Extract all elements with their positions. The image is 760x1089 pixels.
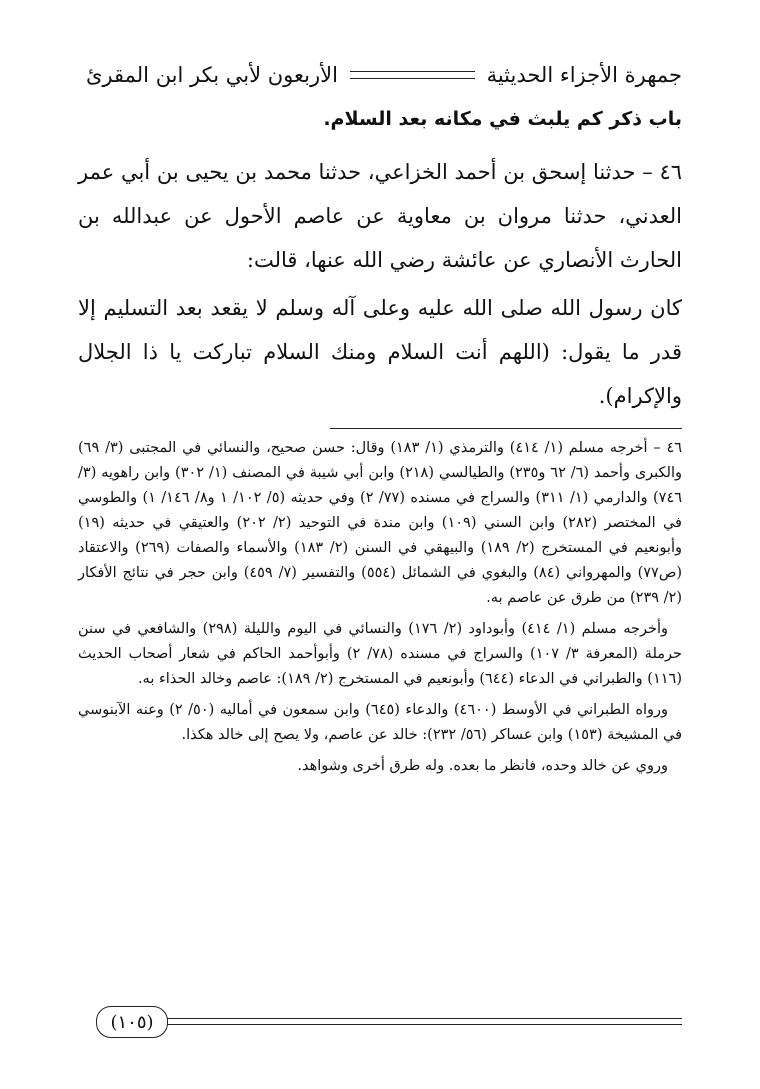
part-title: الأربعون لأبي بكر ابن المقرئ (86, 63, 338, 87)
footnote-paragraph: ٤٦ – أخرجه مسلم (١/ ٤١٤) والترمذي (١/ ١٨٣) وقال: حسن صحيح، والنسائي في المجتبى (٣/ ٦٩) والكبرى وأحمد (٦/ ٦٢ و٢٣٥) والطيالسي (٢١٨) وابن أبي شيبة في المصنف (١/ ٣٠٢) وابن راهويه (٣/ ٧٤٦) والدارمي (١/ ٣١١) والسراج في مسنده (٧٧/ ٢) وفي حديثه (٥/ ١٠٢/ ١ و٨/ ١٤٦/ ١) والطوسي في المختصر (٢٨٢) وابن السني (١٠٩) وابن مندة في التوحيد (٢/ ٢٠٢) والعتيقي في حديثه (١٩) وأبونعيم في المستخرج (٢/ ١٨٩) والبيهقي في السنن (٢/ ١٨٣) والأسماء والصفات (٢٦٩) والاعتقاد (ص٧٧) والمهرواني (٨٤) والبغوي في الشمائل (٥٥٤) والتفسير (٧/ ٤٥٩) وابن حجر في نتائج الأفكار (٢/ ٢٣٩) من طرق عن عاصم به. (78, 440, 683, 606)
chapter-title: باب ذكر كم يلبث في مكانه بعد السلام. (323, 108, 682, 130)
running-header (86, 58, 682, 92)
page-footer (96, 1006, 682, 1046)
footnote-divider (330, 428, 682, 429)
footnote-paragraph: وأخرجه مسلم (١/ ٤١٤) وأبوداود (٢/ ١٧٦) والنسائي في اليوم والليلة (٢٩٨) والشافعي في سنن حرملة (المعرفة ٣/ ١٠٧) والسراج في مسنده (٧٨/ ٢) وأبوأحمد الحاكم في شعار أصحاب الحديث (١١٦) والطبراني في الدعاء (٦٤٤) وأبونعيم في المستخرج (٢/ ١٨٩): عاصم وخالد الحذاء به. (78, 621, 682, 687)
footnote-paragraph: ورواه الطبراني في الأوسط (٤٦٠٠) والدعاء (٦٤٥) وابن سمعون في أماليه (٥٠/ ٢) وعنه الآبنوسي في المشيخة (١٥٣) وابن عساكر (٥٦/ ٢٣٢): خالد عن عاصم، ولا يصح إلى خالد هكذا. (78, 702, 682, 743)
footer-rule (164, 1018, 682, 1025)
footnotes (78, 436, 682, 785)
footnote-paragraph: وروي عن خالد وحده، فانظر ما بعده. وله طرق أخرى وشواهد. (297, 758, 668, 774)
page-number: (١٠٥) (96, 1006, 168, 1038)
hadith-matn: كان رسول الله صلى الله عليه وعلى آله وسلم لا يقعد بعد التسليم إلا قدر ما يقول: (اللهم أنت السلام ومنك السلام تباركت يا ذا الجلال والإكرام). (78, 296, 682, 408)
header-rule (350, 71, 475, 79)
hadith-isnad: ٤٦ – حدثنا إسحق بن أحمد الخزاعي، حدثنا محمد بن يحيى بن أبي عمر العدني، حدثنا مروان بن معاوية عن عاصم الأحول عن عبدالله بن الحارث الأنصاري عن عائشة رضي الله عنها، قالت: (78, 160, 682, 272)
book-title: جمهرة الأجزاء الحديثية (486, 63, 682, 87)
